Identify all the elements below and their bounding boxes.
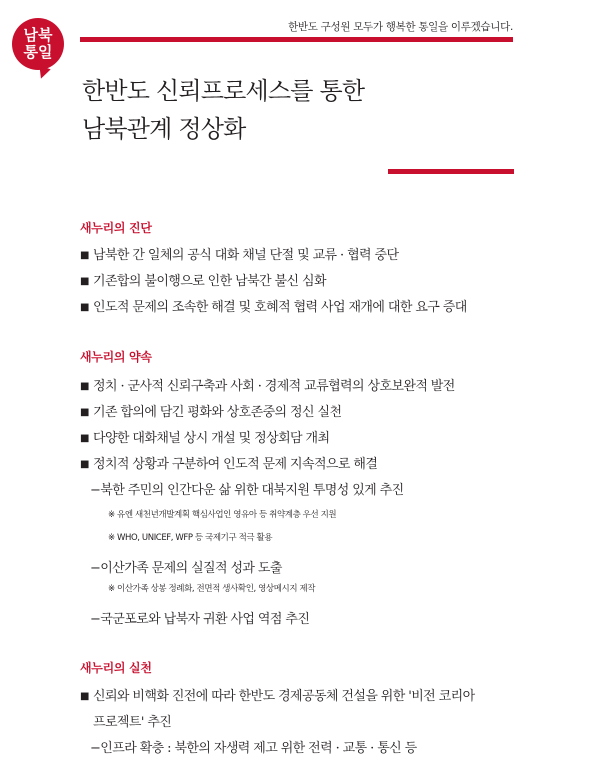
page-title <box>82 72 364 148</box>
sub-item: −이산가족 문제의 실질적 성과 도출 <box>90 561 282 576</box>
header-slogan: 한반도 구성원 모두가 행복한 통일을 이루겠습니다. <box>288 21 513 33</box>
list-item-text: 신뢰와 비핵화 진전에 따라 한반도 경제공동체 건설을 위한 '비전 코리아 <box>93 689 475 704</box>
list-item-text: 인도적 문제의 조속한 해결 및 호혜적 협력 사업 재개에 대한 요구 증대 <box>93 300 467 315</box>
list-item-text: 남북한 간 일체의 공식 대화 채널 단절 및 교류 · 협력 중단 <box>93 248 399 263</box>
list-item-text: 정치 · 군사적 신뢰구축과 사회 · 경제적 교류협력의 상호보완적 발전 <box>93 379 455 394</box>
bullet-icon: ■ <box>80 691 89 702</box>
section-heading-diagnosis: 새누리의 진단 <box>80 221 152 235</box>
header-divider-bar <box>80 37 513 42</box>
badge-line-1: 남북 <box>23 26 53 44</box>
page-title-line-1: 한반도 신뢰프로세스를 통한 <box>82 77 365 105</box>
list-item <box>80 453 377 472</box>
title-divider-bar <box>388 169 514 174</box>
bullet-icon: ■ <box>80 302 89 313</box>
section-heading-promise: 새누리의 약속 <box>80 350 152 364</box>
list-item-text: 정치적 상황과 구분하여 인도적 문제 지속적으로 해결 <box>93 457 378 472</box>
sub-item: −국군포로와 납북자 귀환 사업 역점 추진 <box>90 612 310 627</box>
bullet-icon: ■ <box>80 381 89 392</box>
list-item <box>80 296 467 315</box>
page-title-line-2: 남북관계 정상화 <box>82 115 246 143</box>
bullet-icon: ■ <box>80 250 89 261</box>
bullet-icon: ■ <box>80 459 89 470</box>
sub-item: −북한 주민의 인간다운 삶 위한 대북지원 투명성 있게 추진 <box>90 483 404 498</box>
list-item <box>80 685 475 704</box>
bullet-icon: ■ <box>80 433 89 444</box>
list-item <box>80 375 455 394</box>
footnote: ※ 유엔 새천년개발계획 핵심사업인 영유아 등 취약계층 우선 지원 <box>108 510 337 520</box>
section-heading-practice: 새누리의 실천 <box>80 661 152 675</box>
sub-item: −인프라 확충 : 북한의 자생력 제고 위한 전력 · 교통 · 통신 등 <box>90 741 417 756</box>
bullet-icon: ■ <box>80 407 89 418</box>
list-item <box>80 427 329 446</box>
list-item <box>80 270 326 289</box>
bullet-icon: ■ <box>80 276 89 287</box>
unification-badge <box>12 18 64 70</box>
footnote: ※ 이산가족 상봉 정례화, 전면적 생사확인, 영상메시지 제작 <box>108 584 316 594</box>
list-item-continuation: 프로젝트' 추진 <box>93 715 172 730</box>
footnote: ※ WHO, UNICEF, WFP 등 국제기구 적극 활용 <box>108 533 273 543</box>
list-item-text: 기존 합의에 담긴 평화와 상호존중의 정신 실천 <box>93 405 342 420</box>
list-item <box>80 401 341 420</box>
list-item-text: 기존합의 불이행으로 인한 남북간 불신 심화 <box>93 274 326 289</box>
list-item <box>80 244 398 263</box>
badge-line-2: 통일 <box>23 43 53 61</box>
list-item-text: 다양한 대화채널 상시 개설 및 정상회담 개최 <box>93 431 330 446</box>
